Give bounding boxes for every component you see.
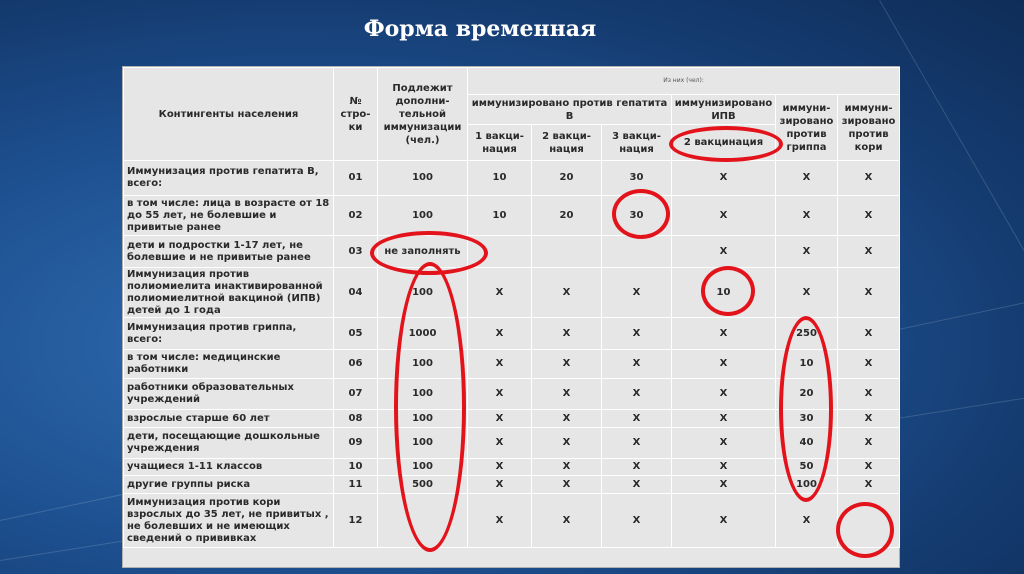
header-hepb-group: иммунизировано против гепатита В (468, 95, 672, 125)
row-hepb-vac1: Х (468, 476, 532, 494)
row-subject: 100 (378, 410, 468, 428)
table-row (124, 476, 900, 494)
row-measles: Х (838, 196, 900, 236)
row-hepb-vac2: Х (532, 318, 602, 350)
row-hepb-vac2: Х (532, 268, 602, 318)
row-flu: Х (776, 494, 838, 548)
table-row (124, 236, 900, 268)
row-subject: 100 (378, 379, 468, 410)
row-hepb-vac3: 30 (602, 161, 672, 196)
row-label: Иммунизация против гриппа, всего: (124, 318, 334, 350)
row-label: дети и подростки 1-17 лет, не болевшие и не привитые ранее (124, 236, 334, 268)
row-flu: 30 (776, 410, 838, 428)
row-label: взрослые старше 60 лет (124, 410, 334, 428)
row-number: 11 (334, 476, 378, 494)
row-measles: Х (838, 476, 900, 494)
row-measles: Х (838, 236, 900, 268)
row-measles (838, 494, 900, 548)
row-ipv-vac2: 10 (672, 268, 776, 318)
header-contingent: Контингенты населения (124, 68, 334, 161)
row-hepb-vac1: Х (468, 428, 532, 459)
row-number: 04 (334, 268, 378, 318)
header-measles: иммуни-зировано против кори (838, 95, 900, 161)
row-hepb-vac3: Х (602, 428, 672, 459)
table-row (124, 379, 900, 410)
row-label: Иммунизация против полиомиелита инактивированной полиомиелитной вакциной (ИПВ) детей до 1 года (124, 268, 334, 318)
row-measles: Х (838, 268, 900, 318)
row-hepb-vac1: Х (468, 410, 532, 428)
row-hepb-vac3: Х (602, 318, 672, 350)
row-ipv-vac2: Х (672, 476, 776, 494)
header-vac3: 3 вакци-нация (602, 125, 672, 161)
header-vac2: 2 вакци-нация (532, 125, 602, 161)
row-number: 07 (334, 379, 378, 410)
row-number: 01 (334, 161, 378, 196)
row-ipv-vac2: Х (672, 459, 776, 476)
row-number: 10 (334, 459, 378, 476)
slide-title: Форма временная (363, 16, 597, 42)
table-row (124, 459, 900, 476)
header-vac1: 1 вакци-нация (468, 125, 532, 161)
row-flu: 40 (776, 428, 838, 459)
header-ipv-group: иммунизировано ИПВ (672, 95, 776, 125)
row-subject: 1000 (378, 318, 468, 350)
row-hepb-vac2: Х (532, 494, 602, 548)
row-ipv-vac2: Х (672, 318, 776, 350)
row-flu: Х (776, 236, 838, 268)
row-hepb-vac1: 10 (468, 161, 532, 196)
row-hepb-vac2: Х (532, 410, 602, 428)
row-label: Иммунизация против гепатита В, всего: (124, 161, 334, 196)
row-measles: Х (838, 428, 900, 459)
row-subject: 100 (378, 459, 468, 476)
row-measles: Х (838, 350, 900, 379)
row-hepb-vac3: Х (602, 494, 672, 548)
row-ipv-vac2: Х (672, 236, 776, 268)
table-row (124, 268, 900, 318)
row-measles: Х (838, 459, 900, 476)
row-ipv-vac2: Х (672, 350, 776, 379)
row-subject: не заполнять (378, 236, 468, 268)
header-flu: иммуни-зировано против гриппа (776, 95, 838, 161)
row-hepb-vac3: Х (602, 476, 672, 494)
row-subject (378, 494, 468, 548)
row-hepb-vac2: Х (532, 459, 602, 476)
row-label: учащиеся 1-11 классов (124, 459, 334, 476)
row-hepb-vac1: Х (468, 318, 532, 350)
row-hepb-vac1: Х (468, 494, 532, 548)
header-subject: Подлежит дополни-тельной иммунизации (чел.) (378, 68, 468, 161)
row-label: Иммунизация против кори взрослых до 35 лет, не привитых , не болевших и не имеющих сведений о прививках (124, 494, 334, 548)
row-hepb-vac1: Х (468, 268, 532, 318)
row-number: 09 (334, 428, 378, 459)
row-hepb-vac3: 30 (602, 196, 672, 236)
row-number: 08 (334, 410, 378, 428)
row-hepb-vac1: Х (468, 350, 532, 379)
row-hepb-vac3: Х (602, 410, 672, 428)
row-hepb-vac1: 10 (468, 196, 532, 236)
row-flu: Х (776, 161, 838, 196)
row-hepb-vac1: Х (468, 459, 532, 476)
row-number: 12 (334, 494, 378, 548)
row-hepb-vac3: Х (602, 459, 672, 476)
row-subject: 500 (378, 476, 468, 494)
row-hepb-vac1: Х (468, 379, 532, 410)
row-hepb-vac2: Х (532, 476, 602, 494)
form-table-panel (122, 66, 900, 568)
row-flu: 250 (776, 318, 838, 350)
row-label: другие группы риска (124, 476, 334, 494)
row-measles: Х (838, 161, 900, 196)
row-measles: Х (838, 379, 900, 410)
table-row (124, 428, 900, 459)
table-row (124, 161, 900, 196)
row-hepb-vac2: 20 (532, 161, 602, 196)
row-ipv-vac2: Х (672, 494, 776, 548)
table-row (124, 318, 900, 350)
table-row (124, 196, 900, 236)
row-number: 03 (334, 236, 378, 268)
header-row-number: № стро-ки (334, 68, 378, 161)
row-label: в том числе: лица в возрасте от 18 до 55 лет, не болевшие и привитые ранее (124, 196, 334, 236)
row-ipv-vac2: Х (672, 161, 776, 196)
row-hepb-vac1 (468, 236, 532, 268)
row-label: дети, посещающие дошкольные учреждения (124, 428, 334, 459)
row-measles: Х (838, 410, 900, 428)
row-measles: Х (838, 318, 900, 350)
table-row (124, 410, 900, 428)
row-flu: Х (776, 268, 838, 318)
row-subject: 100 (378, 350, 468, 379)
row-number: 05 (334, 318, 378, 350)
row-subject: 100 (378, 161, 468, 196)
row-hepb-vac3: Х (602, 350, 672, 379)
row-subject: 100 (378, 268, 468, 318)
row-subject: 100 (378, 428, 468, 459)
row-hepb-vac3: Х (602, 379, 672, 410)
header-ipv-vac2: 2 вакцинация (672, 125, 776, 161)
row-ipv-vac2: Х (672, 379, 776, 410)
row-hepb-vac2 (532, 236, 602, 268)
table-row (124, 350, 900, 379)
row-number: 06 (334, 350, 378, 379)
row-flu: Х (776, 196, 838, 236)
row-ipv-vac2: Х (672, 410, 776, 428)
row-flu: 50 (776, 459, 838, 476)
row-label: в том числе: медицинские работники (124, 350, 334, 379)
row-hepb-vac2: Х (532, 428, 602, 459)
row-flu: 10 (776, 350, 838, 379)
row-number: 02 (334, 196, 378, 236)
table-row (124, 494, 900, 548)
row-hepb-vac3 (602, 236, 672, 268)
row-hepb-vac2: Х (532, 350, 602, 379)
row-hepb-vac2: Х (532, 379, 602, 410)
header-of-them: Из них (чел): (468, 68, 900, 95)
row-ipv-vac2: Х (672, 428, 776, 459)
immunization-table (123, 67, 900, 548)
row-flu: 20 (776, 379, 838, 410)
row-ipv-vac2: Х (672, 196, 776, 236)
row-hepb-vac2: 20 (532, 196, 602, 236)
row-flu: 100 (776, 476, 838, 494)
row-hepb-vac3: Х (602, 268, 672, 318)
row-label: работники образовательных учреждений (124, 379, 334, 410)
row-subject: 100 (378, 196, 468, 236)
